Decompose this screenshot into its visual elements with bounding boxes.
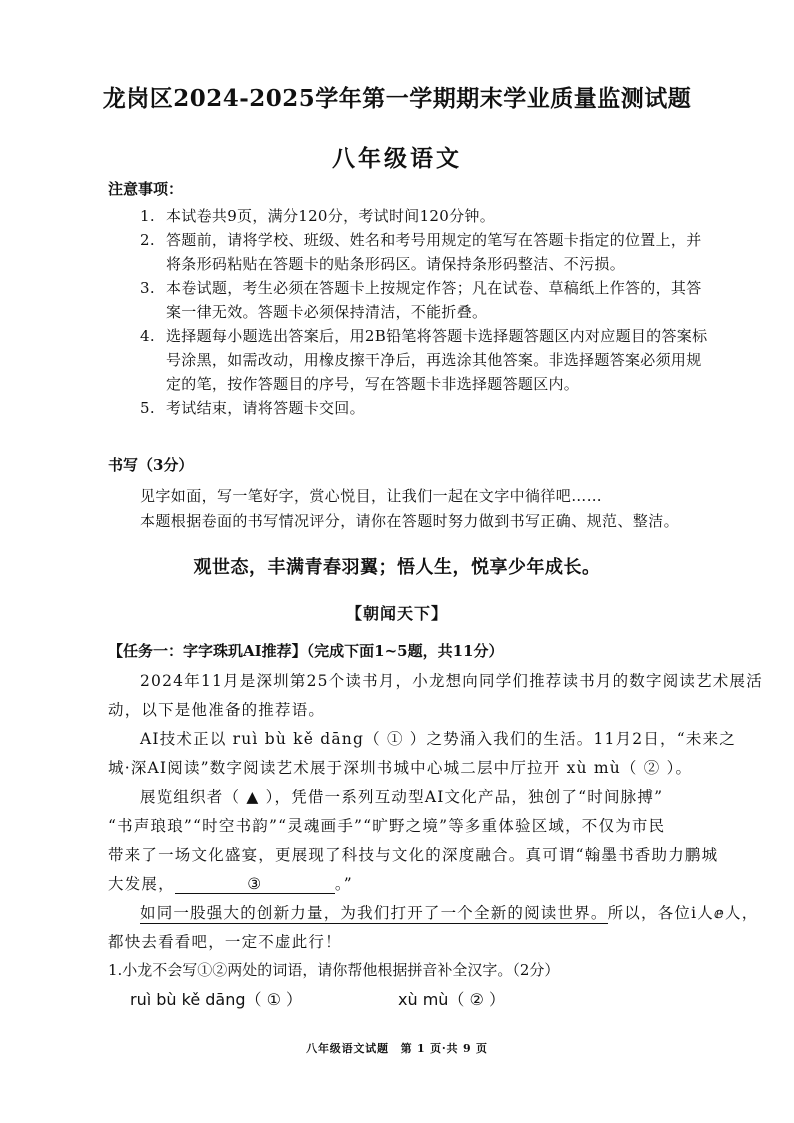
note-line-3 bbox=[140, 277, 702, 298]
passage-line: 2024年11月是深圳第25个读书月，小龙想向同学们推荐读书月的数字阅读艺术展活 bbox=[140, 672, 763, 690]
note-line-3-cont bbox=[140, 301, 487, 322]
section-title: 【朝闻天下】 bbox=[345, 604, 448, 623]
note-text: 本卷试题，考生必须在答题卡上按规定作答；凡在试卷、草稿纸上作答的，其答 bbox=[166, 279, 702, 297]
note-line-4-cont2 bbox=[140, 373, 579, 394]
passage-text: 所以，各位ⅰ人ⅇ人， bbox=[607, 904, 759, 922]
note-line-2 bbox=[140, 229, 702, 250]
passage-line: AI技术正以 ruì bù kě dāng（ ① ）之势涌入我们的生活。11月2日，“未来之 bbox=[140, 730, 736, 748]
task-prefix: 【任务一： bbox=[108, 642, 184, 660]
page-footer: 八年级语文试题 第 1 页·共 9 页 bbox=[306, 1042, 488, 1055]
note-text: 定的笔，按作答题目的序号，写在答题卡非选择题答题区内。 bbox=[166, 375, 580, 393]
note-number: 3. bbox=[140, 279, 155, 297]
writing-line-1: 见字如面，写一笔好字，赏心悦目，让我们一起在文字中徜徉吧…… bbox=[140, 487, 603, 505]
exam-subtitle: 八年级语文 bbox=[332, 145, 462, 172]
passage-line: “书声琅琅”“时空书韵”“灵魂画手”“旷野之境”等多重体验区域，不仅为市民 bbox=[108, 817, 666, 835]
note-text: 号涂黑，如需改动，用橡皮擦干净后，再选涂其他答案。非选择题答案必须用规 bbox=[166, 351, 702, 369]
note-line-1 bbox=[140, 205, 495, 226]
note-number: 5. bbox=[140, 399, 155, 417]
note-text: 本试卷共9页，满分120分，考试时间120分钟。 bbox=[166, 207, 496, 225]
notes-heading: 注意事项： bbox=[108, 180, 184, 198]
passage-text: 。” bbox=[334, 875, 353, 893]
writing-label: 书写（3分） bbox=[108, 456, 194, 474]
answer-blank-3: ③ bbox=[175, 875, 335, 894]
exam-title: 龙岗区2024-2025学年第一学期期末学业质量监测试题 bbox=[102, 85, 692, 112]
passage-line: 城·深AI阅读”数字阅读艺术展于深圳书城中心城二层中厅拉开 xù mù（ ② ）。 bbox=[108, 759, 693, 777]
passage-line bbox=[140, 901, 758, 923]
task-heading bbox=[108, 640, 504, 661]
pinyin-blank-1: ruì bù kě dāng（ ① ） bbox=[130, 990, 303, 1009]
pinyin-blank-2: xù mù（ ② ） bbox=[398, 990, 505, 1009]
note-number: 1. bbox=[140, 207, 155, 225]
note-text: 选择题每小题选出答案后，用2B铅笔将答题卡选择题答题区内对应题目的答案标 bbox=[166, 327, 708, 345]
note-line-4 bbox=[140, 325, 707, 346]
note-number: 2. bbox=[140, 231, 155, 249]
note-text: 将条形码粘贴在答题卡的贴条形码区。请保持条形码整洁、不污损。 bbox=[166, 255, 626, 273]
underlined-sentence: 如同一股强大的创新力量，为我们打开了一个全新的阅读世界。 bbox=[140, 904, 608, 922]
passage-line: 带来了一场文化盛宴，更展现了科技与文化的深度融合。真可谓“翰墨书香助力鹏城 bbox=[108, 846, 719, 864]
passage-line: 动，以下是他准备的推荐语。 bbox=[108, 701, 326, 719]
note-text: 答题前，请将学校、班级、姓名和考号用规定的笔写在答题卡指定的位置上，并 bbox=[166, 231, 702, 249]
note-line-2-cont bbox=[140, 253, 625, 274]
passage-line: 都快去看看吧，一定不虚此行！ bbox=[108, 933, 342, 951]
note-number: 4. bbox=[140, 327, 155, 345]
task-title: 字字珠玑AI推荐】（完成下面1~5题，共11分） bbox=[183, 642, 504, 660]
passage-line: 展览组织者（ ▲ ），凭借一系列互动型AI文化产品，独创了“时间脉搏” bbox=[140, 788, 664, 806]
note-text: 考试结束，请将答题卡交回。 bbox=[166, 399, 365, 417]
passage-line-with-blank bbox=[108, 872, 353, 894]
passage-text: 大发展， bbox=[108, 875, 175, 893]
note-line-5 bbox=[140, 397, 365, 418]
motto: 观世态，丰满青春羽翼；悟人生，悦享少年成长。 bbox=[193, 557, 601, 578]
writing-line-2: 本题根据卷面的书写情况评分，请你在答题时努力做到书写正确、规范、整洁。 bbox=[140, 512, 680, 530]
question-1: 1.小龙不会写①②两处的词语，请你帮他根据拼音补全汉字。（2分） bbox=[108, 961, 560, 979]
note-line-4-cont bbox=[140, 349, 702, 370]
note-text: 案一律无效。答题卡必须保持清洁，不能折叠。 bbox=[166, 303, 488, 321]
